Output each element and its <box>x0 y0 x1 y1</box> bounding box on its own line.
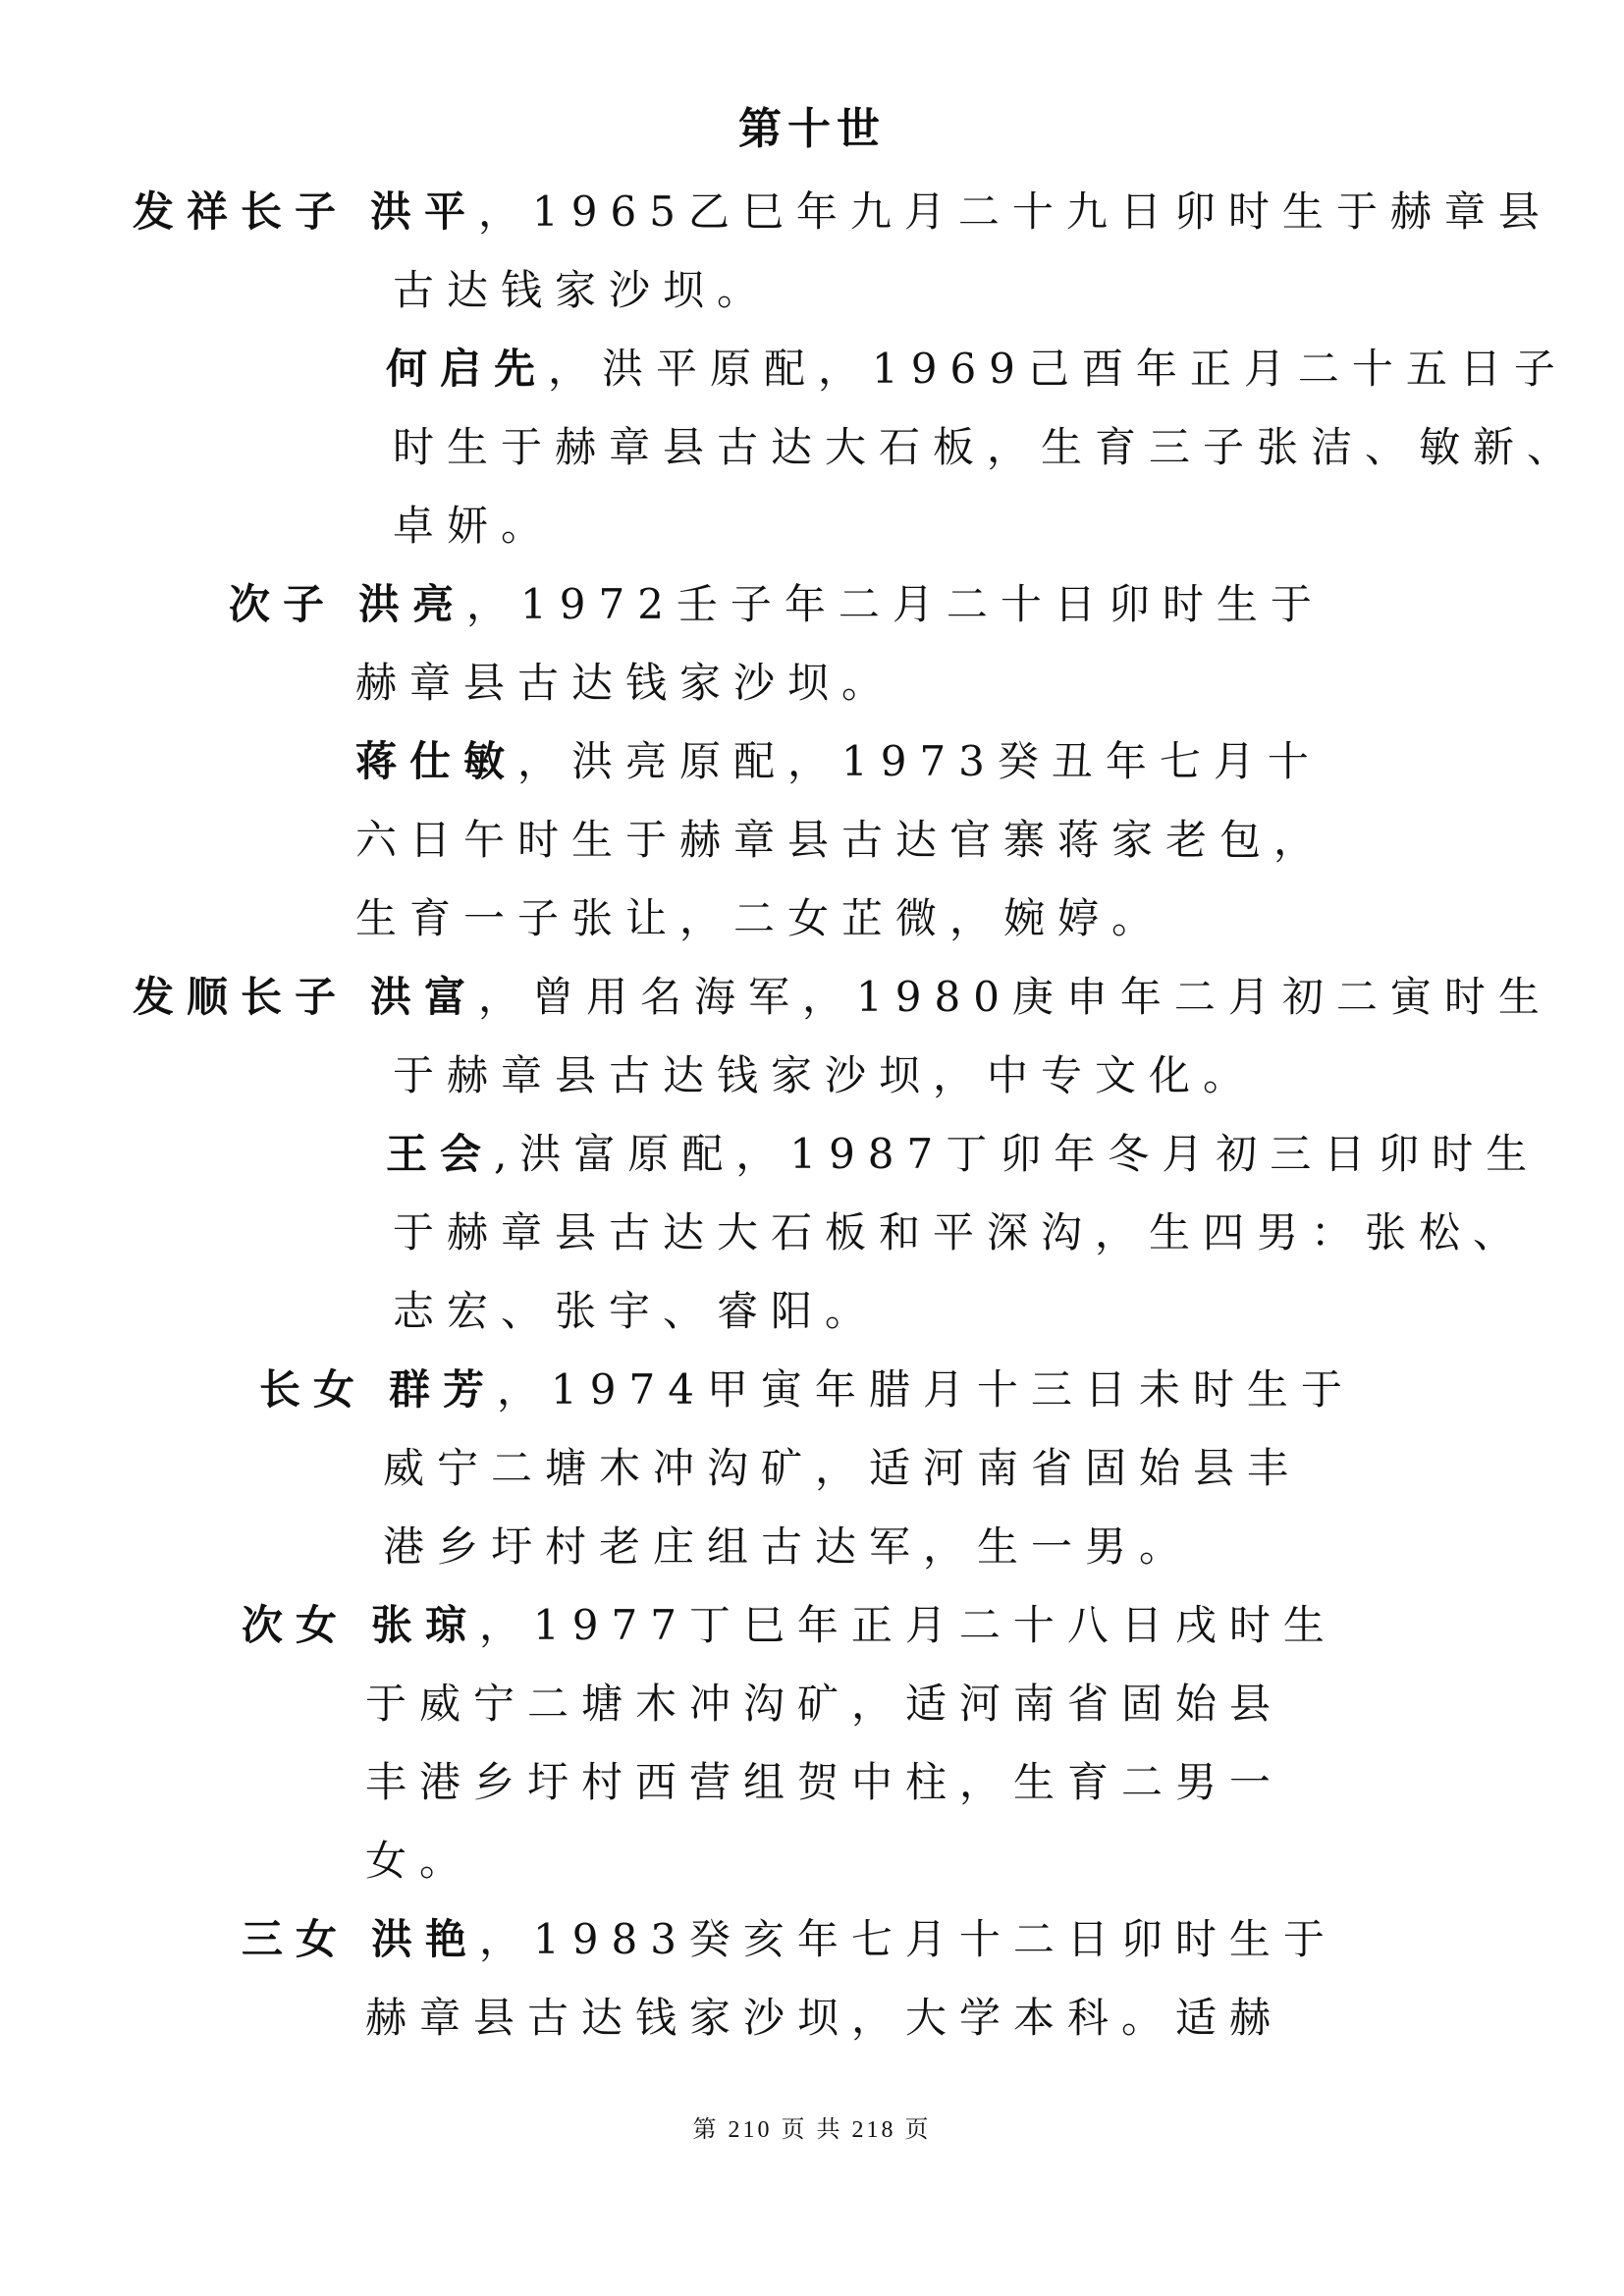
entry-text: 女。 <box>365 1837 474 1885</box>
spouse-text: 于赫章县古达大石板和平深沟，生四男：张松、 <box>393 1208 1528 1256</box>
spouse-text: 六日午时生于赫章县古达官寨蒋家老包， <box>355 816 1328 864</box>
entry-first-line <box>133 185 1552 240</box>
entry-text: 丰港乡圩村西营组贺中柱，生育二男一 <box>365 1758 1284 1806</box>
spouse-text: 卓妍。 <box>393 502 556 550</box>
spouse-text: 志宏、张宇、睿阳。 <box>393 1287 880 1335</box>
entry-text: ，1965乙巳年九月二十九日卯时生于赫章县 <box>478 187 1552 236</box>
spouse-first-line <box>386 1127 1540 1182</box>
entry-text: 赫章县古达钱家沙坝，大学本科。适赫 <box>365 1994 1284 2042</box>
entry-text: ，1972壬子年二月二十日卯时生于 <box>466 580 1325 628</box>
person-name: 洪富 <box>370 973 479 1021</box>
relation-label: 长女 <box>259 1365 368 1414</box>
entry-first-line <box>259 1362 1355 1417</box>
entry-text: 古达钱家沙坝。 <box>393 266 772 314</box>
relation-label: 次子 <box>229 580 338 628</box>
spouse-text: ，洪平原配，1969己酉年正月二十五日子 <box>548 345 1568 393</box>
entry-text: 于赫章县古达钱家沙坝，中专文化。 <box>393 1051 1258 1099</box>
entry-first-line <box>242 1912 1337 1967</box>
person-name: 张琼 <box>371 1601 480 1649</box>
entry-text: 港乡圩村老庄组古达军，生一男。 <box>383 1522 1194 1571</box>
entry-first-line <box>133 970 1552 1025</box>
relation-label: 发祥长子 <box>133 187 350 236</box>
page-footer: 第 210 页 共 218 页 <box>692 2117 932 2143</box>
spouse-first-line <box>355 734 1322 789</box>
person-name: 洪艳 <box>371 1915 480 1963</box>
relation-label: 次女 <box>242 1601 351 1649</box>
entry-text: ，1974甲寅年腊月十三日未时生于 <box>497 1365 1355 1414</box>
spouse-text: 生育一子张让，二女芷微，婉婷。 <box>355 894 1166 942</box>
entry-text: 赫章县古达钱家沙坝。 <box>355 659 896 707</box>
relation-label: 三女 <box>242 1915 351 1963</box>
spouse-name: 王会 <box>386 1130 495 1178</box>
person-name: 群芳 <box>389 1365 498 1414</box>
entry-text: 威宁二塘木冲沟矿，适河南省固始县丰 <box>383 1444 1302 1492</box>
entry-text: ，1977丁巳年正月二十八日戌时生 <box>479 1601 1337 1649</box>
relation-label: 发顺长子 <box>133 973 350 1021</box>
person-name: 洪平 <box>370 187 479 236</box>
spouse-first-line <box>386 342 1568 397</box>
entry-text: ，1983癸亥年七月十二日卯时生于 <box>479 1915 1337 1963</box>
spouse-name: 蒋仕敏 <box>355 737 518 785</box>
entry-text: ，曾用名海军，1980庚申年二月初二寅时生 <box>478 973 1552 1021</box>
entry-first-line <box>242 1598 1337 1653</box>
spouse-text: ,洪富原配，1987丁卯年冬月初三日卯时生 <box>494 1130 1541 1178</box>
entry-text: 于威宁二塘木冲沟矿，适河南省固始县 <box>365 1680 1284 1728</box>
spouse-name: 何启先 <box>386 345 549 393</box>
page-title: 第十世 <box>738 104 886 154</box>
entry-first-line <box>229 577 1325 632</box>
person-name: 洪亮 <box>358 580 467 628</box>
spouse-text: 时生于赫章县古达大石板，生育三子张洁、敏新、 <box>393 423 1582 471</box>
spouse-text: ，洪亮原配，1973癸丑年七月十 <box>517 737 1322 785</box>
